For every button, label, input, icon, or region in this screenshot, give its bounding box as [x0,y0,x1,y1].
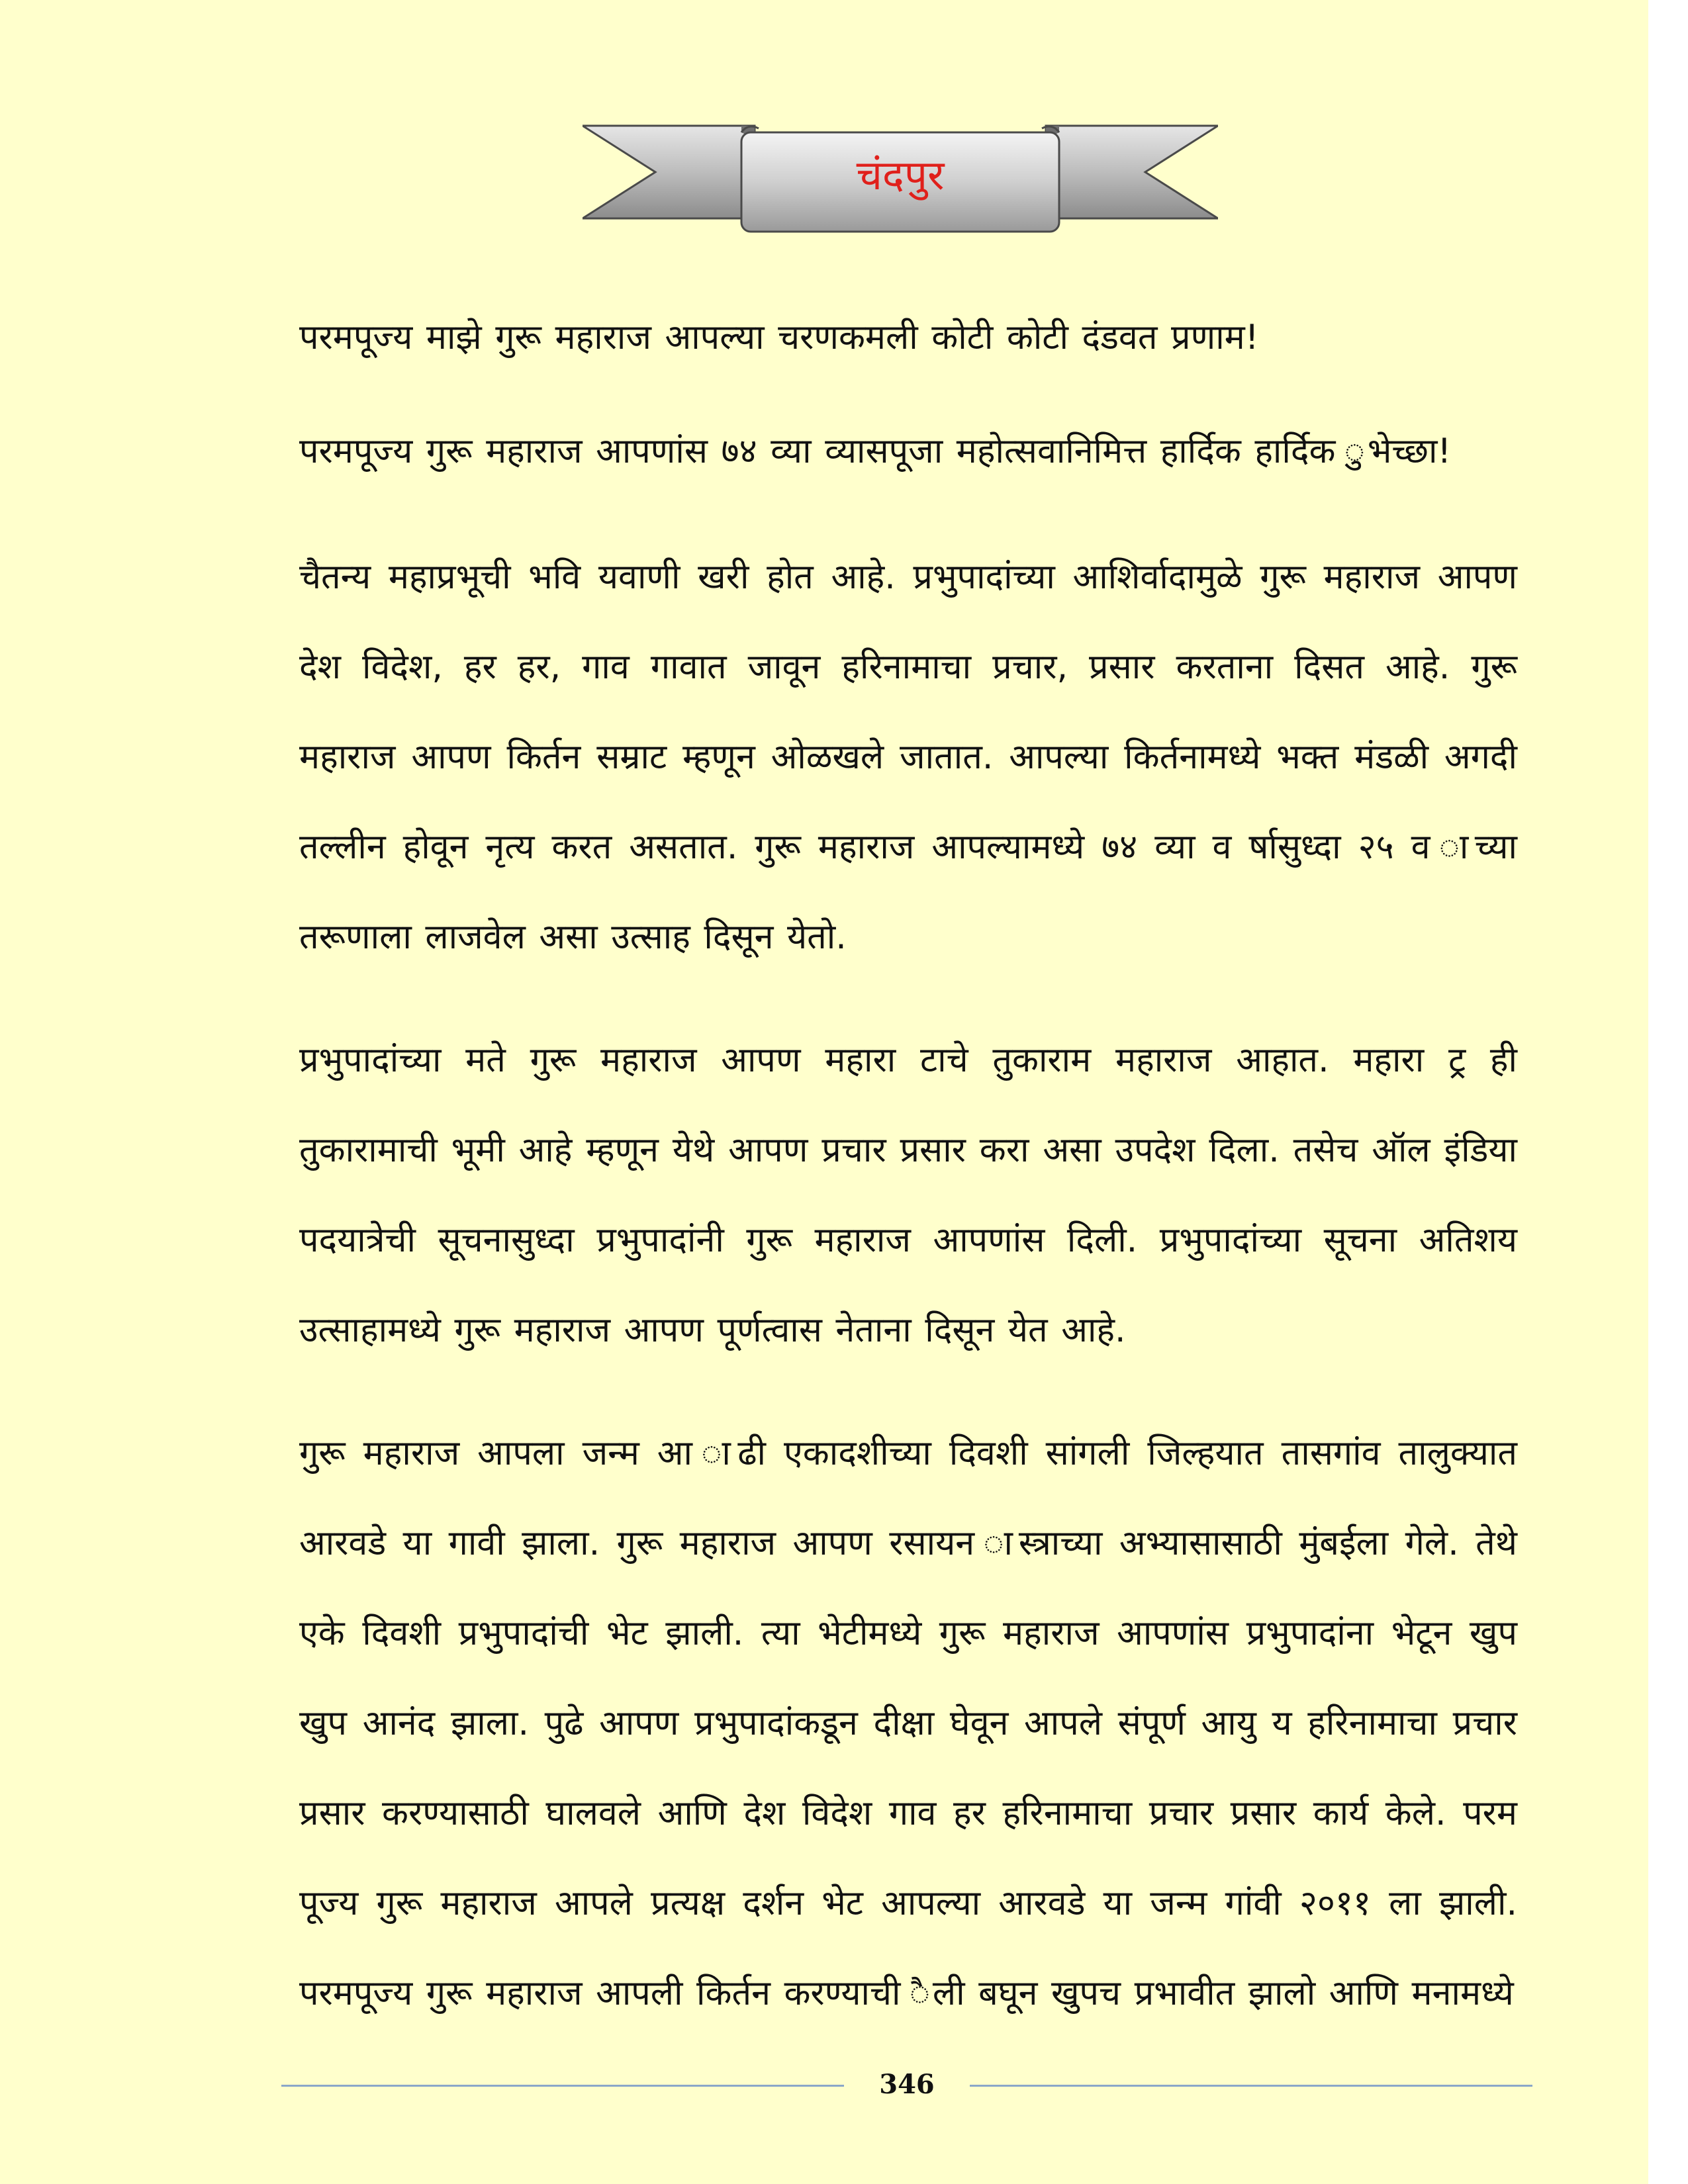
page-number: 346 [879,2069,935,2100]
footer-rule-left [281,2085,844,2087]
paragraph-5: गुरू महाराज आपला जन्म आ ाढी एकादशीच्या दिवशी सांगली जिल्हयात तासगांव तालुक्यात आरवडे या गावी झाला. गुरू महाराज आपण रसायन ास्त्राच्या अभ्यासासाठी मुंबईला गेले. तेथे एके दिवशी प्रभुपादांची भेट झाली. त्या भेटीमध्ये गुरू महाराज आपणांस प्रभुपादांना भेटून खुप खुप आनंद झाला. पुढे आपण प्रभुपादांकडून दीक्षा घेवून आपले संपूर्ण आयु य हरिनामाचा प्रचार प्रसार करण्यासाठी घालवले आणि देश विदेश गाव हर हरिनामाचा प्रचार प्रसार कार्य केले. परम पूज्य गुरू महाराज आपले प्रत्यक्ष दर्शन भेट आपल्या आरवडे या जन्म गांवी २०११ ला झाली. परमपूज्य गुरू महाराज आपली किर्तन करण्याची ैली बघून खुपच प्रभावीत झालो आणि मनामध्ये [299,1433,1517,2013]
footer-rule-right [970,2085,1532,2087]
title-banner [583,119,1218,238]
document-body [299,304,1517,2071]
paragraph-3: चैतन्य महाप्रभूची भवि यवाणी खरी होत आहे. प्रभुपादांच्या आशिर्वादामुळे गुरू महाराज आपण देश विदेश, हर हर, गाव गावात जावून हरिनामाचा प्रचार, प्रसार करताना दिसत आहे. गुरू महाराज आपण किर्तन सम्राट म्हणून ओळखले जातात. आपल्या किर्तनामध्ये भक्त मंडळी अगदी तल्लीन होवून नृत्य करत असतात. गुरू महाराज आपल्यामध्ये ७४ व्या व र्षासुध्दा २५ व ाच्या तरूणाला लाजवेल असा उत्साह दिसून येतो. [299,557,1517,957]
paragraph-4: प्रभुपादांच्या मते गुरू महाराज आपण महारा टाचे तुकाराम महाराज आहात. महारा ट्र ही तुकारामाची भूमी आहे म्हणून येथे आपण प्रचार प्रसार करा असा उपदेश दिला. तसेच ऑल इंडिया पदयात्रेची सूचनासुध्दा प्रभुपादांनी गुरू महाराज आपणांस दिली. प्रभुपादांच्या सूचना अतिशय उत्साहामध्ये गुरू महाराज आपण पूर्णत्वास नेताना दिसून येत आहे. [299,1040,1517,1350]
paragraph-2: परमपूज्य गुरू महाराज आपणांस ७४ व्या व्यासपूजा महोत्सवानिमित्त हार्दिक हार्दिक ुभेच्छा! [299,432,1452,471]
banner-title: चंदपुर [856,151,945,199]
page-footer [281,2065,1532,2105]
paragraph-1: परमपूज्य माझे गुरू महाराज आपल्या चरणकमली कोटी कोटी दंडवत प्रणाम! [299,318,1259,357]
